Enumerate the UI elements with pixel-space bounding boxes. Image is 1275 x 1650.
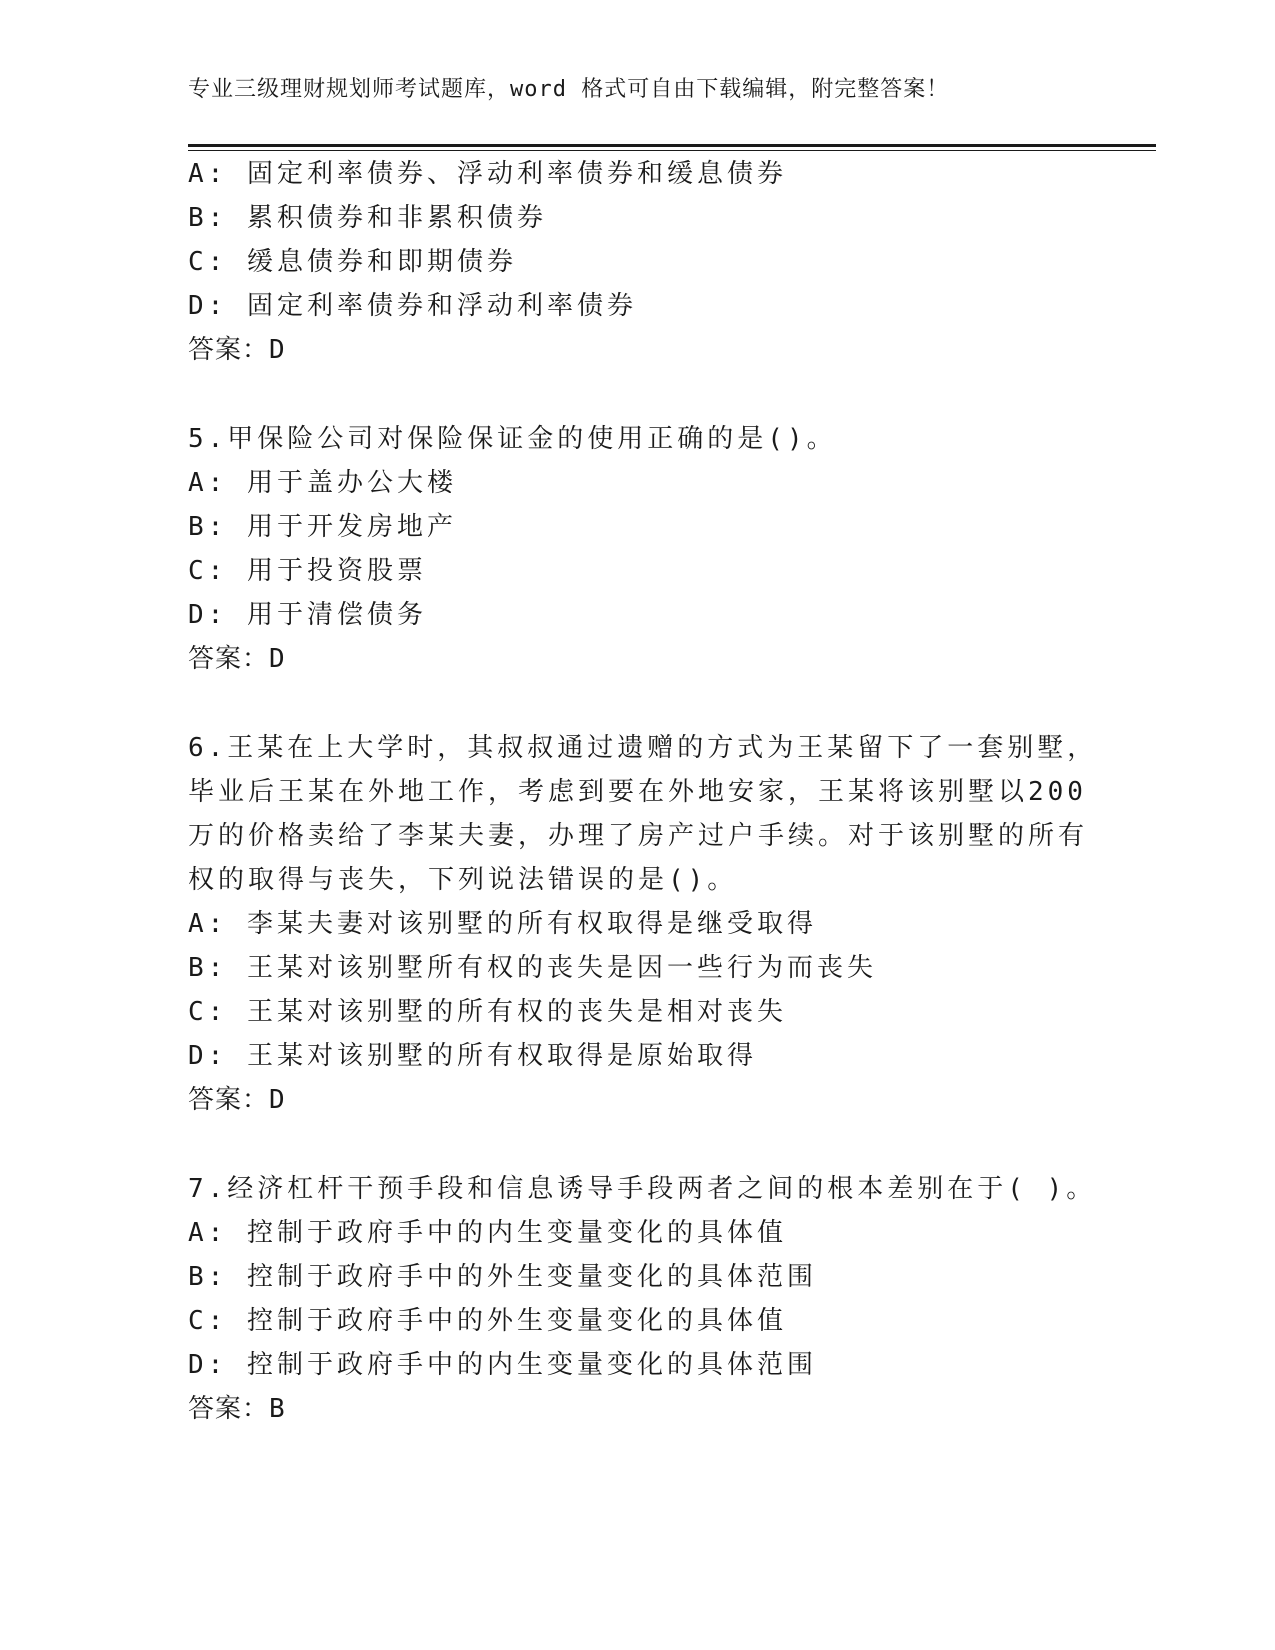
q6-stem-line3: 万的价格卖给了李某夫妻，办理了房产过户手续。对于该别墅的所有 [188,821,1089,851]
q5-option-c: C: 用于投资股票 [188,556,427,586]
q7-option-c: C: 控制于政府手中的外生变量变化的具体值 [188,1306,787,1336]
q7-option-a: A: 控制于政府手中的内生变量变化的具体值 [188,1218,787,1248]
header-rule-thick [188,144,1156,147]
header-rule-thin [188,150,1156,151]
q5-option-b: B: 用于开发房地产 [188,512,457,542]
q4-option-c: C: 缓息债券和即期债券 [188,247,517,277]
q6-answer: 答案：D [188,1085,286,1115]
q4-option-b: B: 累积债券和非累积债券 [188,203,547,233]
q4-option-d: D: 固定利率债券和浮动利率债券 [188,291,637,321]
page-header: 专业三级理财规划师考试题库，word 格式可自由下载编辑，附完整答案！ [188,77,950,102]
q5-option-a: A: 用于盖办公大楼 [188,468,457,498]
q6-stem-line4: 权的取得与丧失，下列说法错误的是()。 [188,865,738,895]
q7-option-b: B: 控制于政府手中的外生变量变化的具体范围 [188,1262,817,1292]
q7-answer: 答案：B [188,1394,286,1424]
q4-option-a: A: 固定利率债券、浮动利率债券和缓息债券 [188,159,787,189]
q5-option-d: D: 用于清偿债务 [188,600,427,630]
q6-option-b: B: 王某对该别墅所有权的丧失是因一些行为而丧失 [188,953,877,983]
q6-option-c: C: 王某对该别墅的所有权的丧失是相对丧失 [188,997,787,1027]
q7-stem: 7.经济杠杆干预手段和信息诱导手段两者之间的根本差别在于( )。 [188,1174,1097,1204]
q4-answer: 答案：D [188,335,286,365]
q7-option-d: D: 控制于政府手中的内生变量变化的具体范围 [188,1350,817,1380]
q6-stem-line2: 毕业后王某在外地工作，考虑到要在外地安家，王某将该别墅以200 [188,777,1087,807]
q6-option-d: D: 王某对该别墅的所有权取得是原始取得 [188,1041,757,1071]
q6-stem-line1: 6.王某在上大学时，其叔叔通过遗赠的方式为王某留下了一套别墅， [188,733,1098,763]
q5-answer: 答案：D [188,644,286,674]
q5-stem: 5.甲保险公司对保险保证金的使用正确的是()。 [188,424,837,454]
q6-option-a: A: 李某夫妻对该别墅的所有权取得是继受取得 [188,909,817,939]
